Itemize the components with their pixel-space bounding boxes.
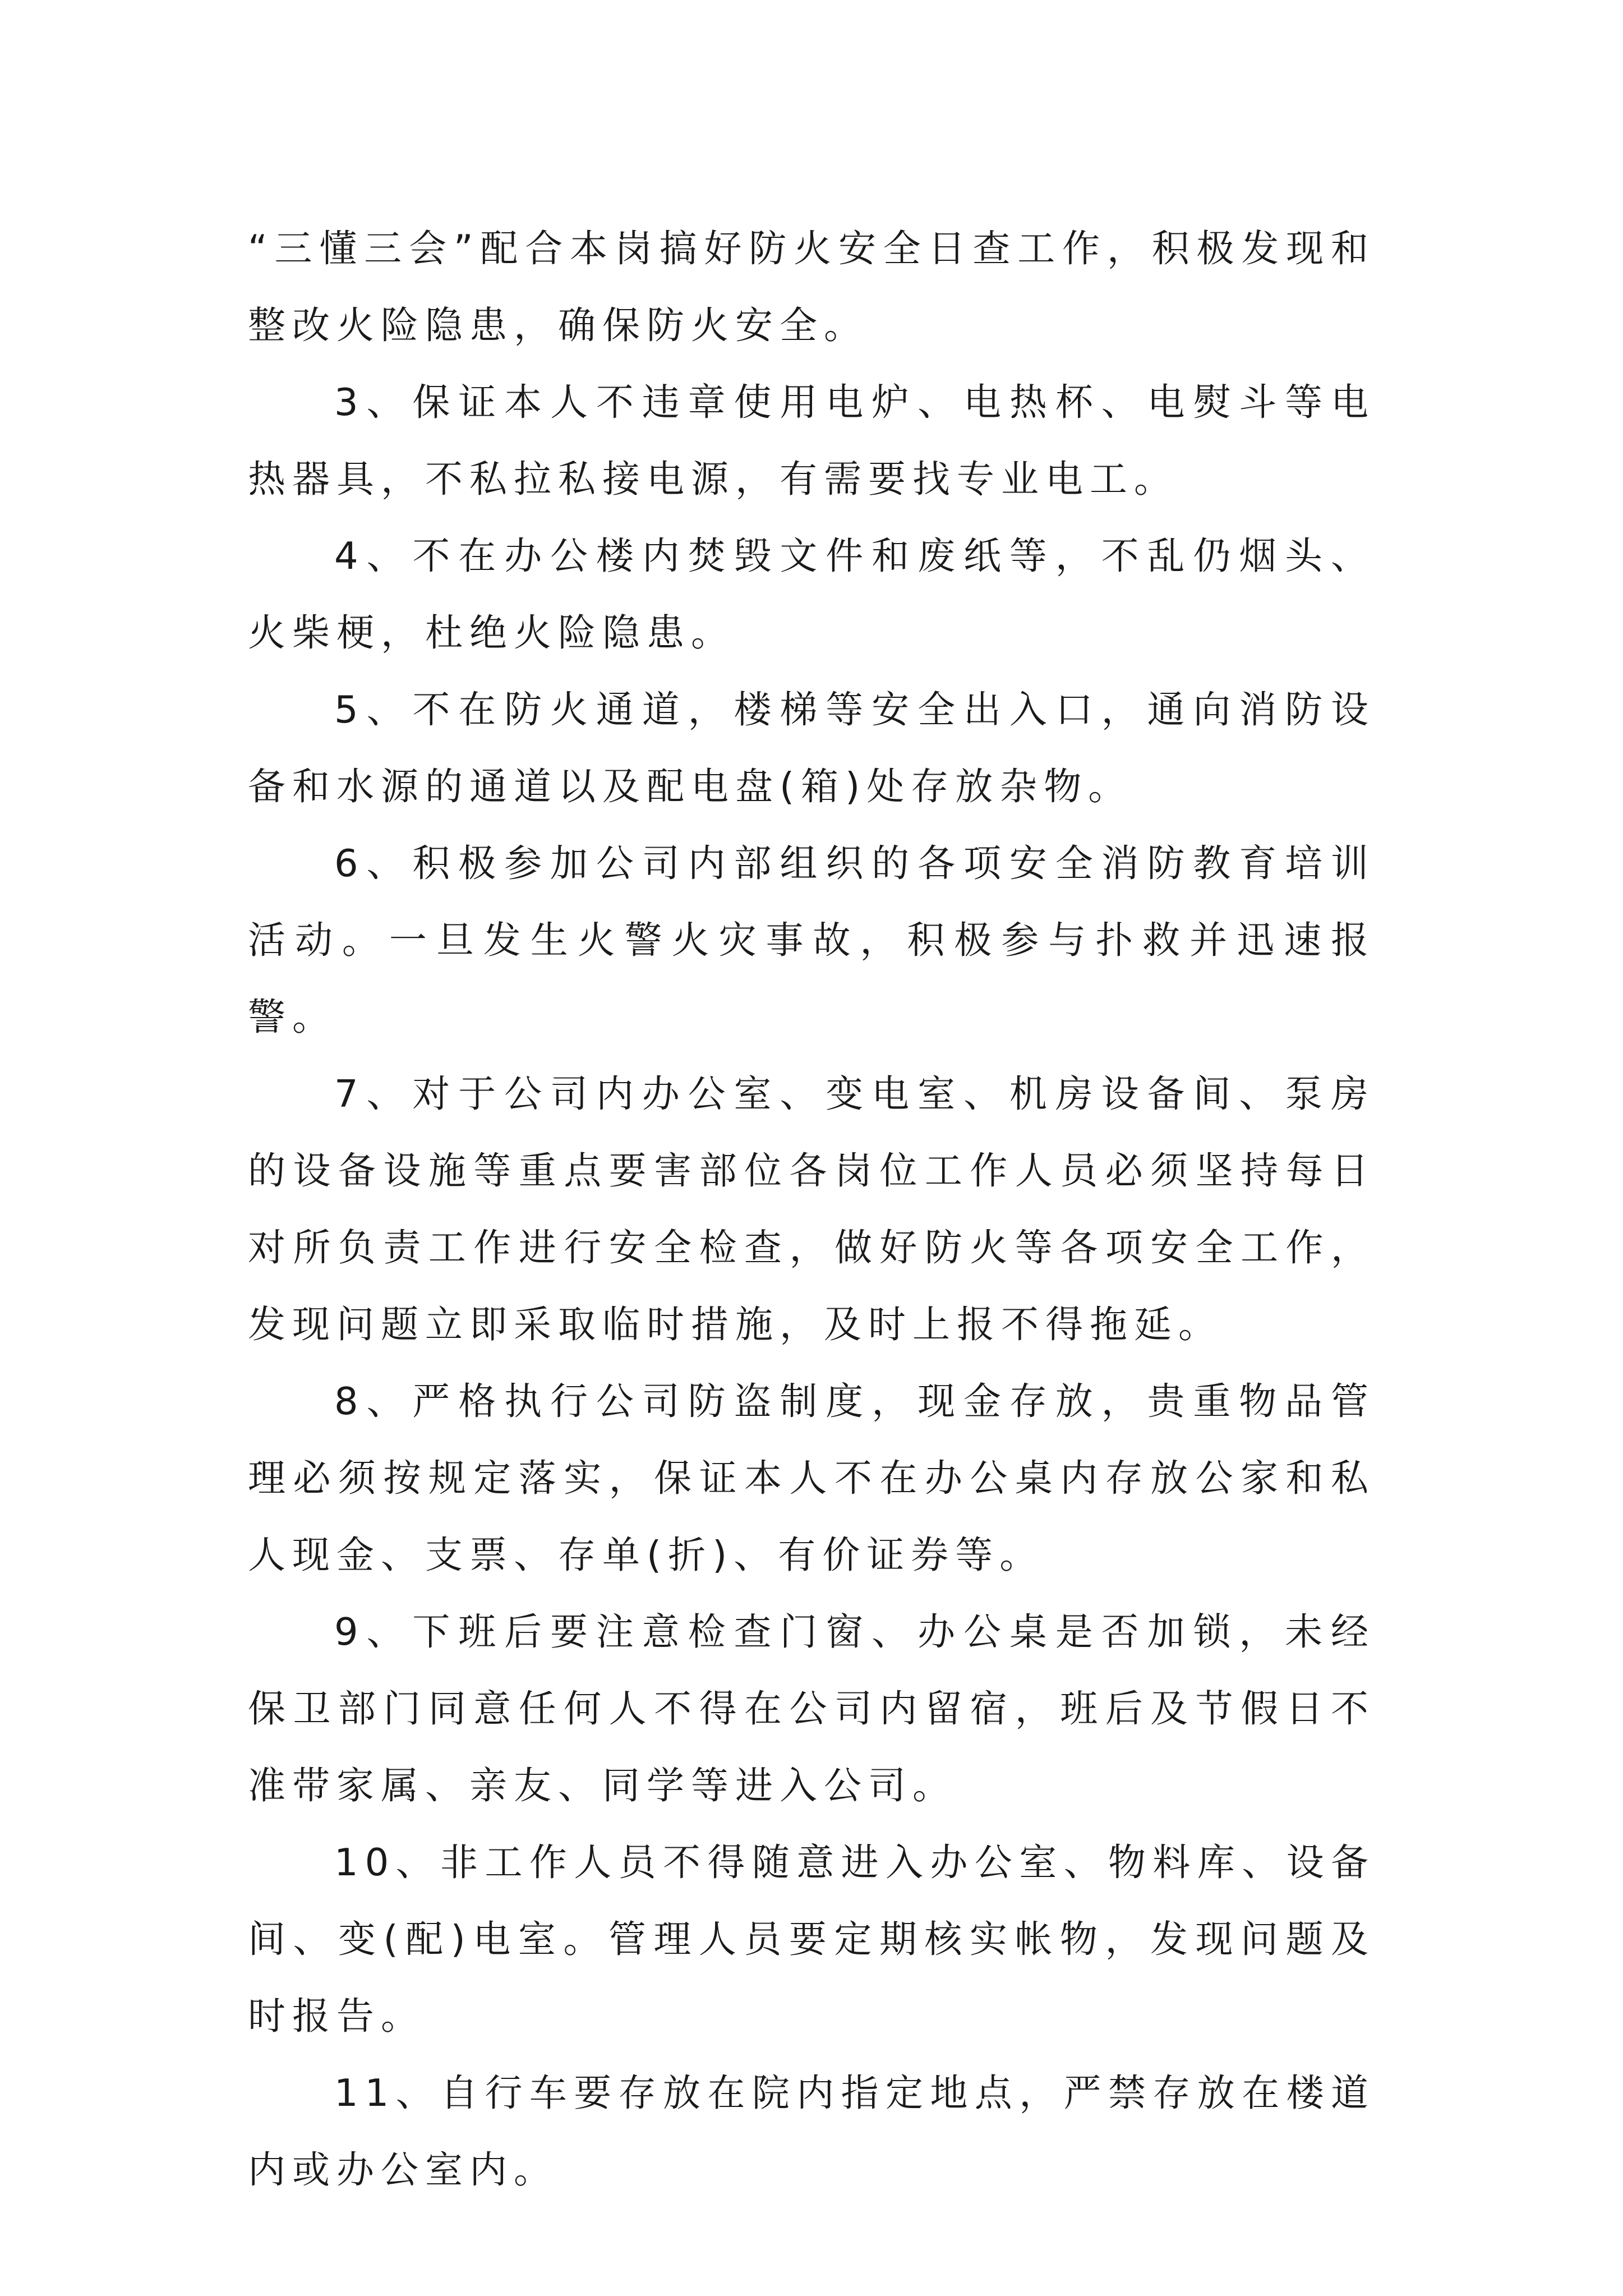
paragraph-item-3: 3、保证本人不违章使用电炉、电热杯、电熨斗等电热器具，不私拉私接电源，有需要找专业电工。 (248, 380, 1375, 501)
paragraph-item-7: 7、对于公司内办公室、变电室、机房设备间、泵房的设备设施等重点要害部位各岗位工作人员必须坚持每日对所负责工作进行安全检查，做好防火等各项安全工作，发现问题立即采取临时措施，及时上报不得拖延。 (248, 1072, 1375, 1346)
document-body (248, 210, 1375, 2208)
paragraph-item-8: 8、严格执行公司防盗制度，现金存放，贵重物品管理必须按规定落实，保证本人不在办公桌内存放公家和私人现金、支票、存单(折)、有价证券等。 (248, 1379, 1375, 1577)
paragraph-continuation: “三懂三会”配合本岗搞好防火安全日查工作，积极发现和整改火险隐患，确保防火安全。 (248, 227, 1375, 347)
paragraph-item-6: 6、积极参加公司内部组织的各项安全消防教育培训活动。一旦发生火警火灾事故，积极参与扑救并迅速报警。 (248, 841, 1375, 1039)
paragraph-item-5: 5、不在防火通道，楼梯等安全出入口，通向消防设备和水源的通道以及配电盘(箱)处存放杂物。 (248, 688, 1375, 808)
paragraph-item-9: 9、下班后要注意检查门窗、办公桌是否加锁，未经保卫部门同意任何人不得在公司内留宿，班后及节假日不准带家属、亲友、同学等进入公司。 (248, 1610, 1375, 1807)
paragraph-item-10: 10、非工作人员不得随意进入办公室、物料库、设备间、变(配)电室。管理人员要定期核实帐物，发现问题及时报告。 (248, 1841, 1375, 2038)
paragraph-item-11: 11、自行车要存放在院内指定地点，严禁存放在楼道内或办公室内。 (248, 2071, 1375, 2192)
paragraph-item-4: 4、不在办公楼内焚毁文件和废纸等，不乱仍烟头、火柴梗，杜绝火险隐患。 (248, 534, 1375, 655)
